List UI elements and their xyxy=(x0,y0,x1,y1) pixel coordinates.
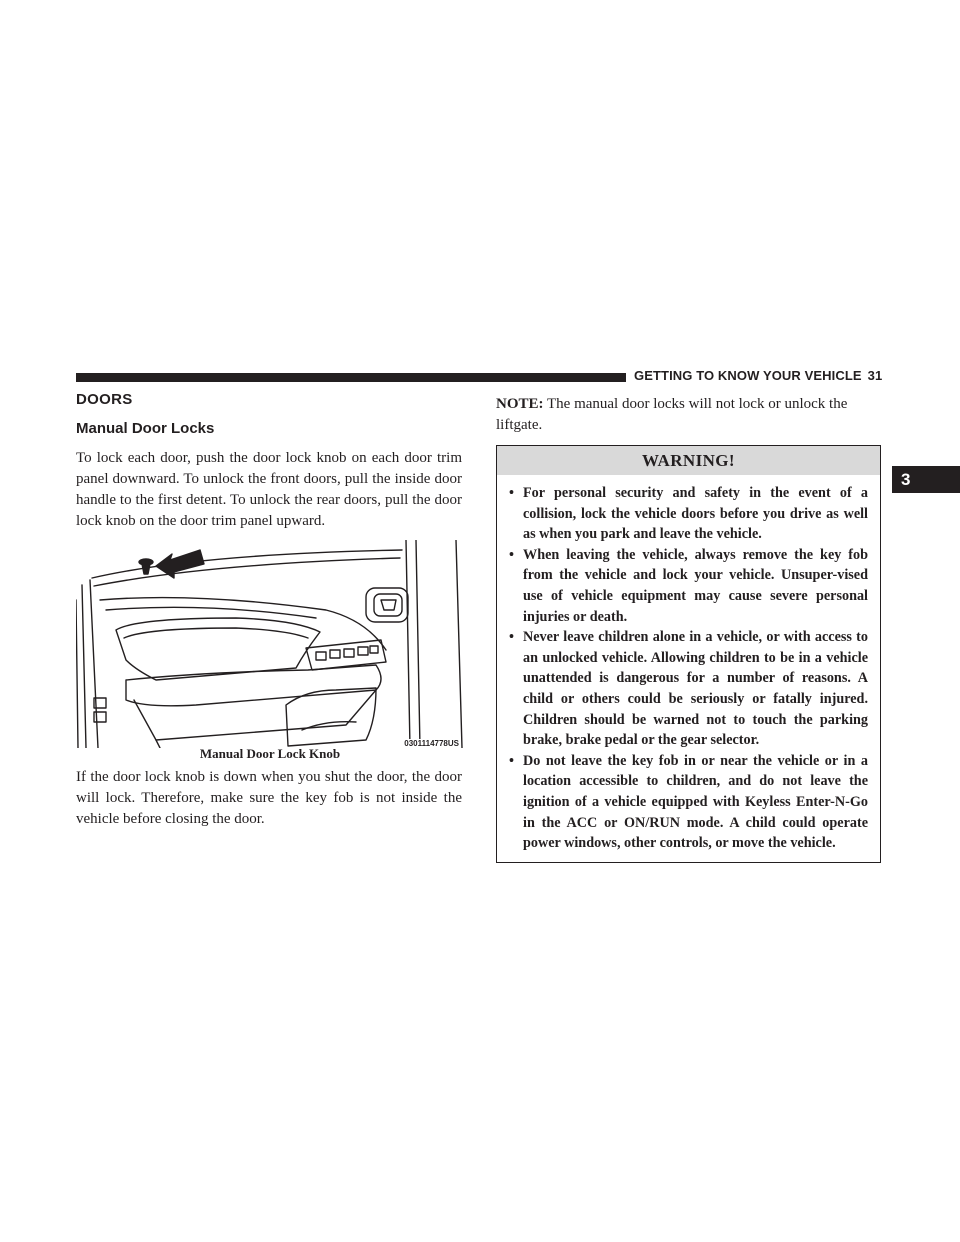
door-trim-panel-illustration-icon xyxy=(76,540,464,748)
section-title: DOORS xyxy=(76,391,133,408)
body-paragraph-2: If the door lock knob is down when you shut the door, the door will lock. Therefore, make sure the key fob is not inside the vehicle before closing the door. xyxy=(76,769,462,827)
bullet-icon: • xyxy=(509,485,514,501)
note-text: The manual door locks will not lock or unlock the liftgate. xyxy=(496,396,848,433)
chapter-tab[interactable]: 3 xyxy=(892,466,960,493)
door-lock-figure xyxy=(76,540,464,748)
warning-title: WARNING! xyxy=(497,446,880,475)
page-number: 31 xyxy=(867,368,883,383)
running-head xyxy=(634,368,885,383)
warning-item: • When leaving the vehicle, always remove the key fob from the vehicle and lock your vehicle. Unsuper-vised use of vehicle equipment may cause severe personal injuries or death. xyxy=(509,546,868,625)
note xyxy=(496,394,882,436)
bullet-icon: • xyxy=(509,752,514,769)
warning-box xyxy=(496,445,881,863)
bullet-icon: • xyxy=(509,546,514,563)
note-label: NOTE: xyxy=(496,396,544,412)
figure-code: 0301114778US xyxy=(404,739,459,748)
body-paragraph-1: To lock each door, push the door lock knob on each door trim panel downward. To unlock the front doors, pull the inside door handle to the first detent. To unlock the rear doors, pull the door lock knob on the door trim panel upward. xyxy=(76,450,462,529)
warning-item: • Never leave children alone in a vehicle, or with access to an unlocked vehicle. Allowing children to be in a vehicle unattended is dangerous for a number of reasons. A child or others could be seriously or fatally injured. Children should be warned not to touch the parking brake, brake pedal or the gear selector. xyxy=(509,629,868,749)
warning-list xyxy=(497,483,880,854)
warning-item: • For personal security and safety in the event of a collision, lock the vehicle doors before you drive as well as when you park and leave the vehicle. xyxy=(509,485,868,543)
header-rule xyxy=(76,373,626,382)
figure-caption: Manual Door Lock Knob xyxy=(199,746,341,761)
running-head-title: GETTING TO KNOW YOUR VEHICLE xyxy=(634,368,862,383)
bullet-icon: • xyxy=(509,629,514,646)
subsection-title: Manual Door Locks xyxy=(76,420,215,437)
warning-item: • Do not leave the key fob in or near the vehicle or in a location accessible to children, and do not leave the ignition of a vehicle equipped with Keyless Enter-N-Go in the ACC or ON/RUN mode. A child could operate power windows, other controls, or move the vehicle. xyxy=(509,752,868,852)
